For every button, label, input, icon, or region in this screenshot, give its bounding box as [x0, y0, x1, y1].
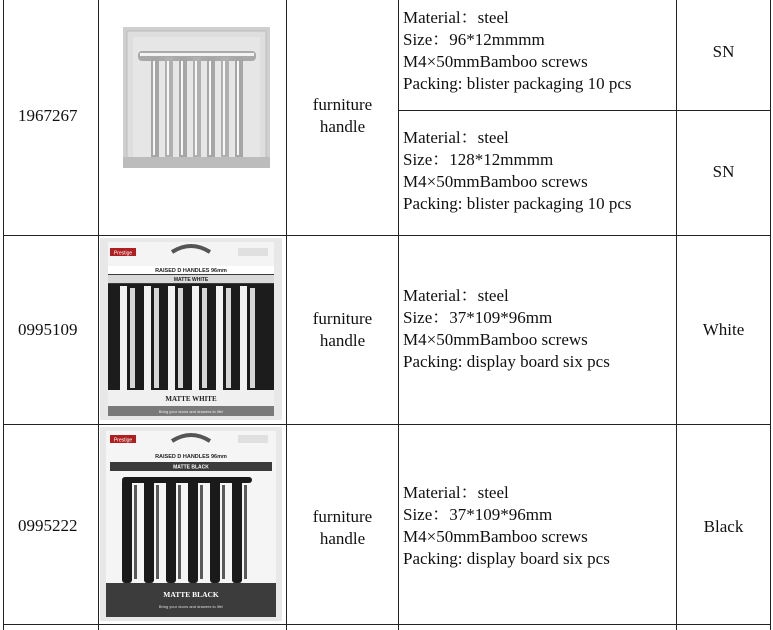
row-divider	[3, 235, 771, 236]
spec-material: Material：steel	[403, 128, 509, 147]
spec-material: Material：steel	[403, 286, 509, 305]
item-name	[287, 94, 398, 138]
product-photo-white-handles	[100, 238, 282, 420]
color-value: White	[702, 320, 745, 339]
brand-label: Prestige	[113, 437, 133, 444]
spec-packing: Packing: display board six pcs	[403, 549, 610, 568]
product-photo-steel-handles	[123, 27, 270, 168]
table-border-left	[3, 0, 4, 630]
product-photo-black-handles	[100, 427, 282, 621]
table-border-right	[770, 0, 771, 630]
spec-block	[403, 7, 632, 95]
spec-size: Size：37*109*96mm	[403, 505, 553, 524]
table-border-bottom	[3, 624, 771, 625]
package-footer: MATTE WHITE	[165, 395, 217, 403]
spec-packing: Packing: blister packaging 10 pcs	[403, 194, 632, 213]
spec-size: Size：96*12mmmm	[403, 30, 545, 49]
spec-packing: Packing: blister packaging 10 pcs	[403, 74, 632, 93]
item-name-line1: furniture	[312, 309, 373, 328]
package-band: MATTE WHITE	[173, 277, 209, 283]
brand-label: Prestige	[113, 250, 133, 257]
item-name-line2: handle	[319, 331, 366, 350]
spec-screws: M4×50mmBamboo screws	[403, 172, 588, 191]
spec-packing: Packing: display board six pcs	[403, 352, 610, 371]
spec-block	[403, 127, 632, 215]
package-header: RAISED D HANDLES 96mm	[155, 454, 227, 460]
spec-screws: M4×50mmBamboo screws	[403, 527, 588, 546]
spec-material: Material：steel	[403, 8, 509, 27]
package-band: MATTE BLACK	[173, 464, 209, 471]
item-code: 1967267	[18, 106, 78, 125]
spec-screws: M4×50mmBamboo screws	[403, 52, 588, 71]
row-divider	[3, 424, 771, 425]
item-name-line1: furniture	[312, 95, 373, 114]
spec-block	[403, 482, 610, 570]
column-divider	[98, 0, 99, 630]
package-footer: MATTE BLACK	[163, 590, 219, 599]
package-header: RAISED D HANDLES 96mm	[155, 268, 227, 274]
color-value: SN	[712, 42, 735, 61]
spec-screws: M4×50mmBamboo screws	[403, 330, 588, 349]
item-name-line2: handle	[319, 117, 366, 136]
column-divider	[398, 0, 399, 630]
item-code: 0995109	[18, 320, 78, 339]
item-name	[287, 506, 398, 550]
package-tagline: Bring your doors and drawers to life!	[158, 604, 224, 609]
item-name-line1: furniture	[312, 507, 373, 526]
spec-size: Size：37*109*96mm	[403, 308, 553, 327]
row-divider	[398, 110, 771, 111]
spec-block	[403, 285, 610, 373]
color-value: SN	[712, 162, 735, 181]
item-name-line2: handle	[319, 529, 366, 548]
package-tagline: Bring your doors and drawers to life!	[158, 409, 224, 414]
spec-material: Material：steel	[403, 483, 509, 502]
spec-size: Size：128*12mmmm	[403, 150, 554, 169]
item-name	[287, 308, 398, 352]
color-value: Black	[703, 517, 744, 536]
item-code: 0995222	[18, 516, 78, 535]
